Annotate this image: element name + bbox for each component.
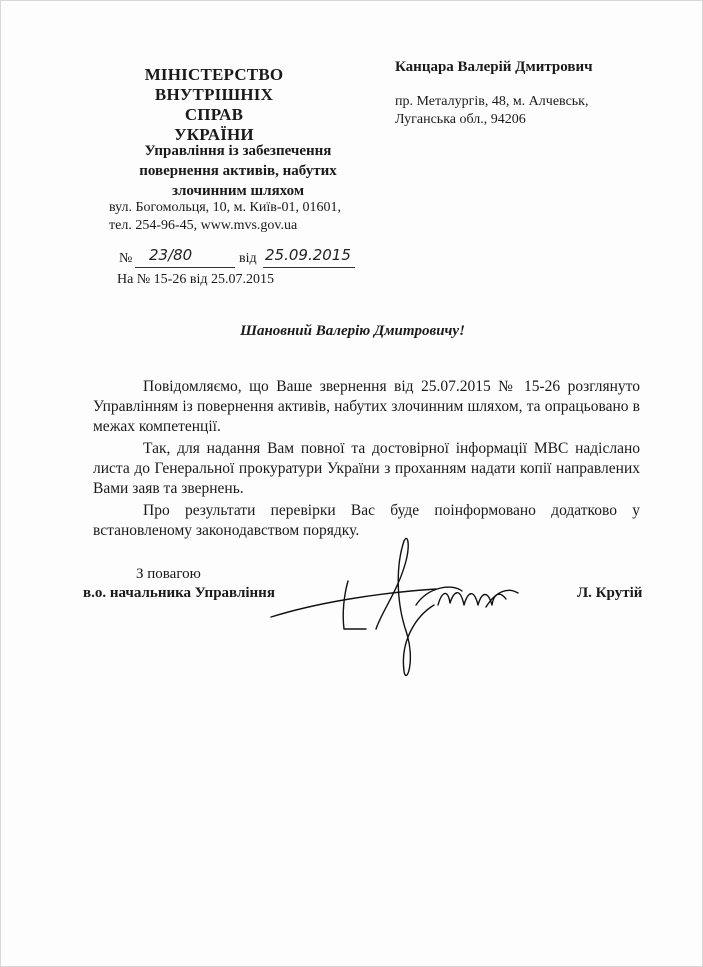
department-name — [129, 141, 347, 201]
department-line: Управління із забезпечення — [144, 143, 332, 159]
handwritten-number: 23/80 — [149, 246, 193, 264]
handwritten-date: 25.09.2015 — [265, 246, 351, 264]
contact-line: тел. 254-96-45, www.mvs.gov.ua — [109, 218, 298, 233]
department-line: повернення активів, набутих — [139, 163, 337, 179]
paragraph: Так, для надання Вам повної та достовірної інформації МВС надіслано листа до Генеральної прокуратури України з проханням надати копії направлених Вами заяв та звернень. — [93, 440, 640, 497]
address-line: Луганська обл., 94206 — [395, 112, 526, 127]
ministry-name — [129, 65, 299, 145]
paragraph: Повідомляємо, що Ваше звернення від 25.07.2015 № 15-26 розглянуто Управлінням із повернення активів, набутих злочинним шляхом, та опрацьовано в межах компетенції. — [93, 378, 640, 435]
recipient-name: Канцара Валерій Дмитрович — [395, 59, 593, 75]
recipient-block — [395, 57, 695, 129]
recipient-address — [395, 93, 695, 129]
sender-contacts — [109, 199, 359, 235]
reply-reference: На № 15-26 від 25.07.2015 — [117, 272, 274, 287]
date-underline — [263, 267, 355, 268]
handwritten-signature — [256, 521, 526, 701]
date-label: від — [239, 251, 257, 266]
signer-position: в.о. начальника Управління — [83, 585, 275, 601]
paragraph: Про результати перевірки Вас буде поінформовано додатково у встановленому законодавством порядку. — [93, 502, 640, 539]
department-line: злочинним шляхом — [171, 183, 305, 199]
number-label: № — [119, 251, 133, 266]
outgoing-reference — [119, 246, 359, 271]
ministry-line: УКРАЇНИ — [174, 125, 254, 144]
closing-regards: З повагою — [136, 566, 201, 582]
letter-body — [93, 377, 640, 543]
address-line: пр. Металургів, 48, м. Алчевськ, — [395, 94, 589, 109]
salutation: Шановний Валерію Дмитровичу! — [240, 323, 465, 339]
number-underline — [135, 267, 235, 268]
contact-line: вул. Богомольця, 10, м. Київ-01, 01601, — [109, 200, 341, 215]
signer-name: Л. Крутій — [577, 585, 643, 601]
ministry-line: ВНУТРІШНІХ СПРАВ — [154, 85, 274, 124]
ministry-line: МІНІСТЕРСТВО — [144, 65, 284, 84]
